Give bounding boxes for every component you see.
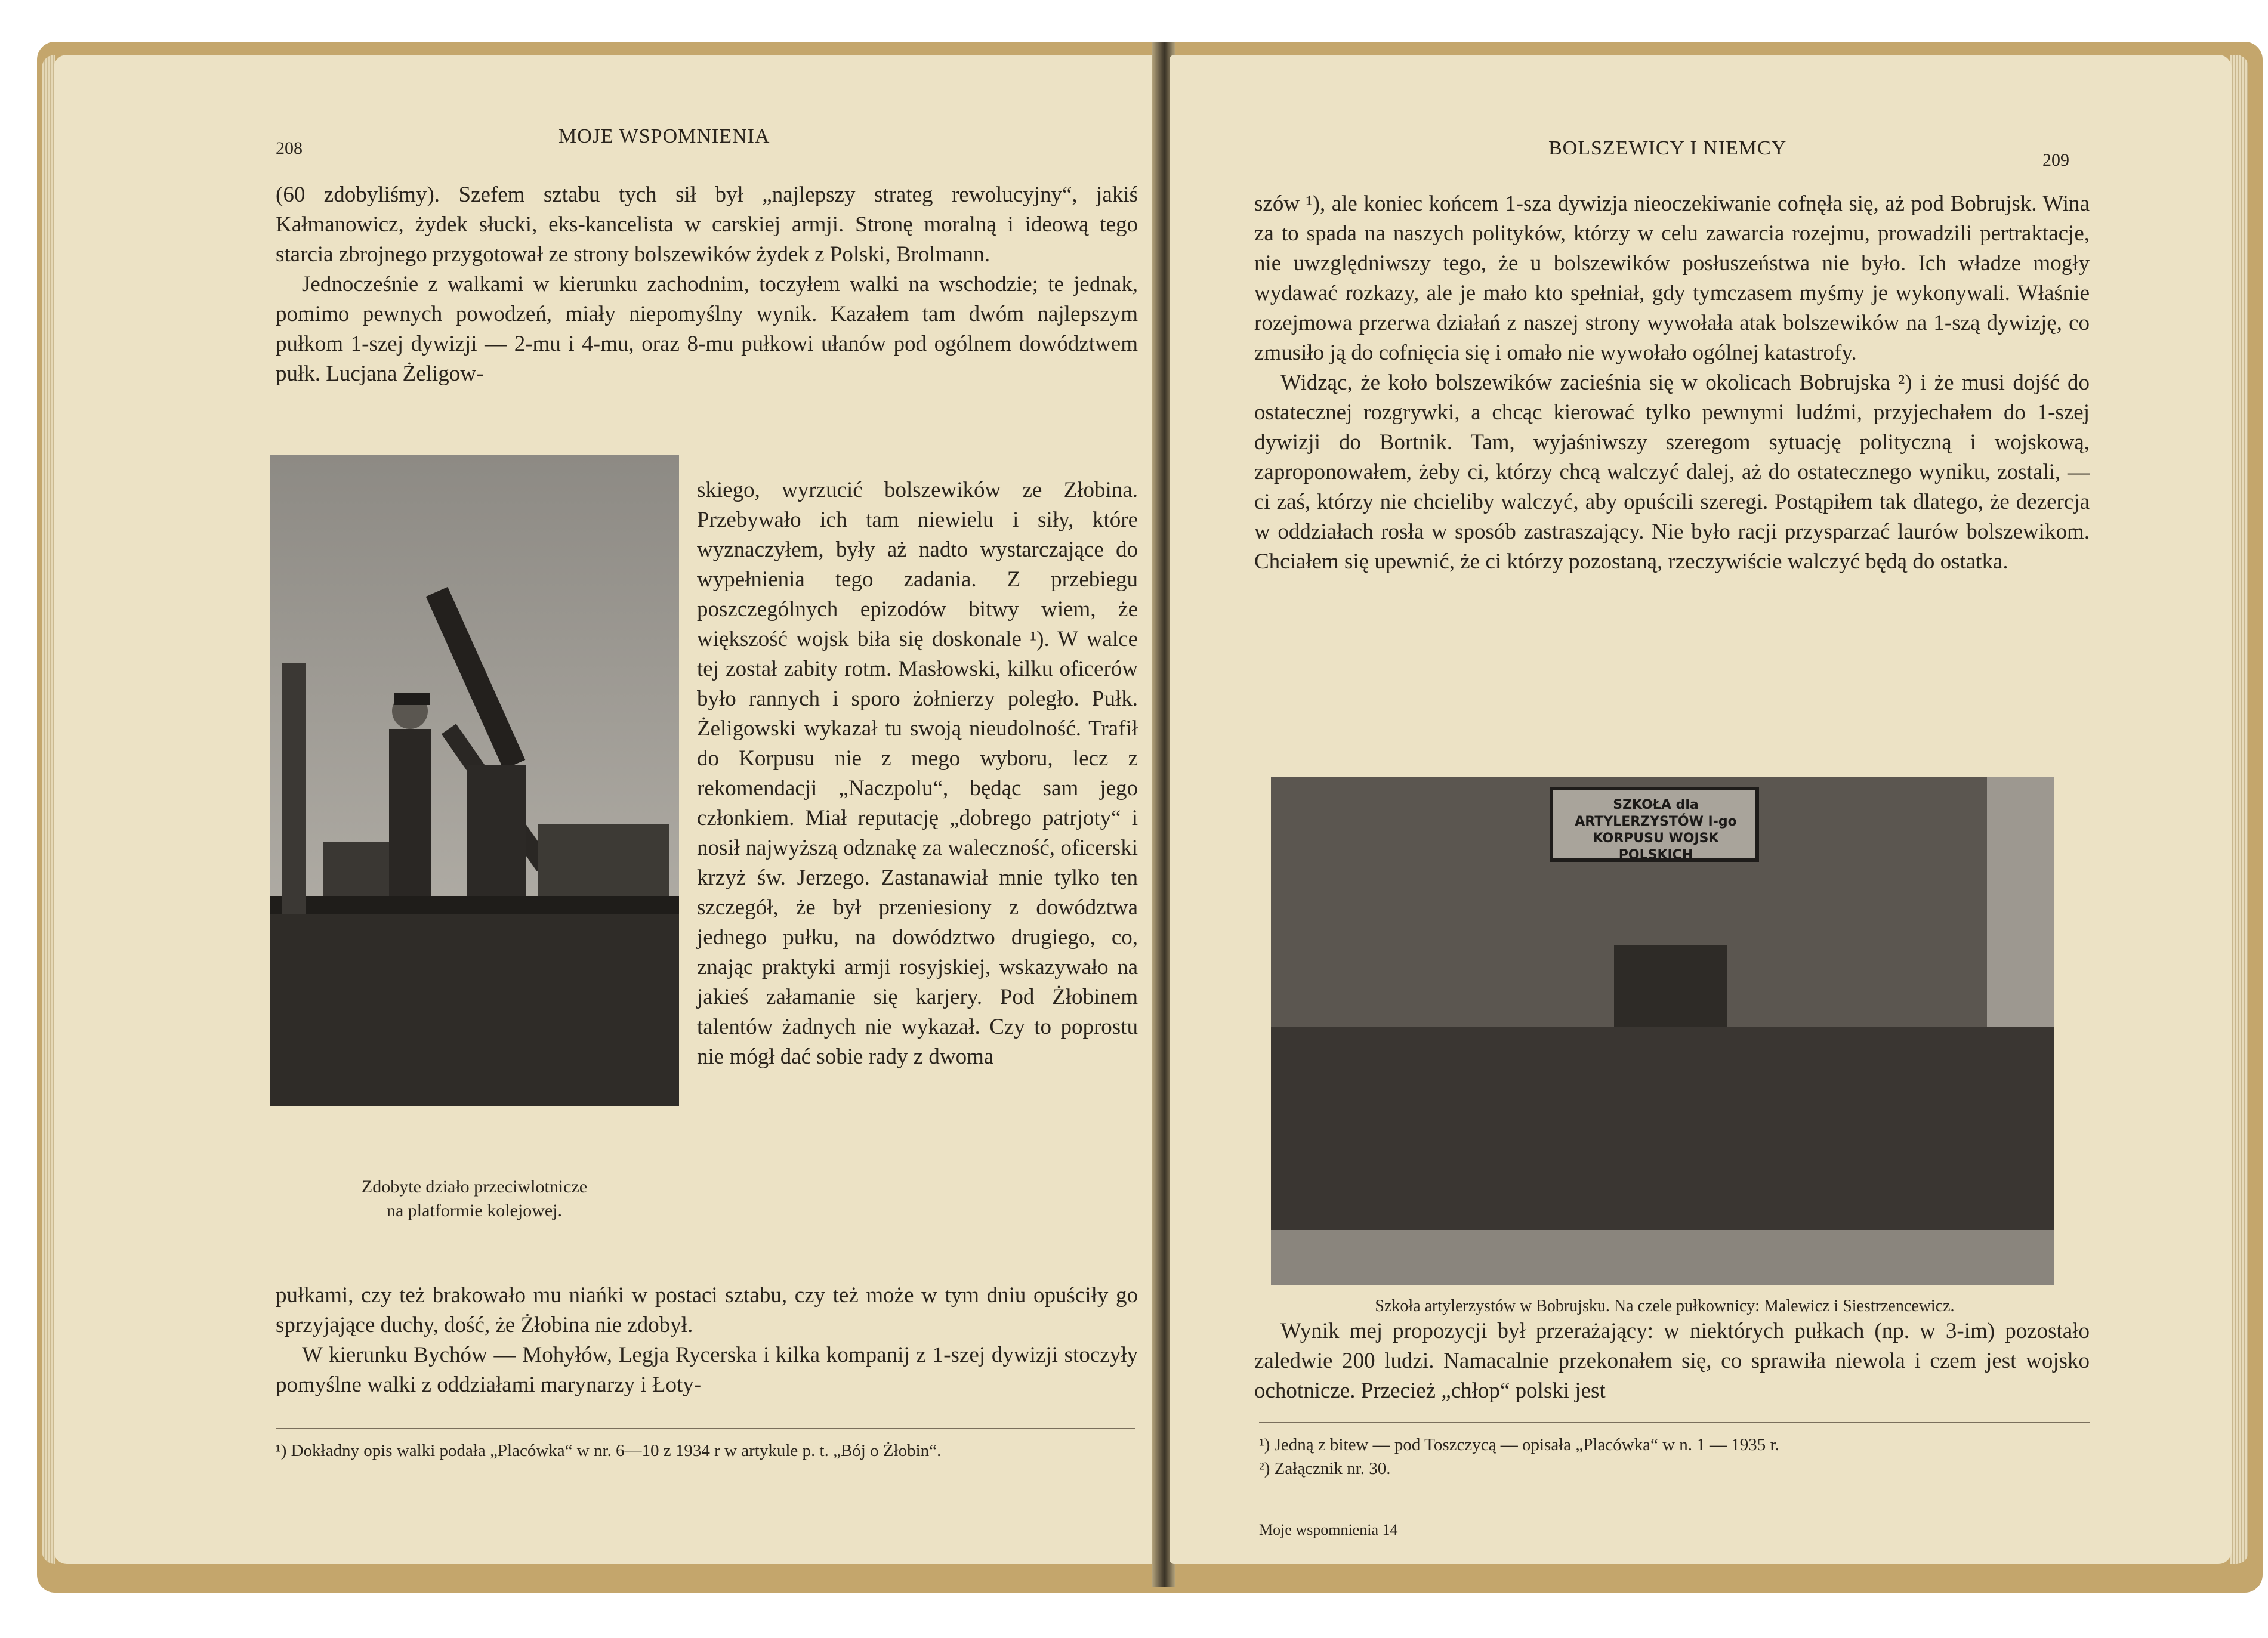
paragraph: Jednocześnie z walkami w kierunku zachodnim, toczyłem walki na wschodzie; te jednak, pomimo pewnych powodzeń, miały niepomyślny wynik. Kazałem tam dwóm najlepszym pułkom 1-szej dywizji — 2-mu i 4-mu, oraz 8-mu pułkowi ułanów pod ogólnem dowództwem pułk. Lucjana Żeligow- <box>276 272 1138 386</box>
photo-caption: Zdobyte działo przeciwlotnicze na platformie kolejowej. <box>361 1177 588 1220</box>
photo-artillery-school <box>1271 777 2054 1285</box>
photo-caption: Szkoła artylerzystów w Bobrujsku. Na czele pułkownicy: Malewicz i Siestrzencewicz. <box>1375 1297 1955 1315</box>
paragraph: Wynik mej propozycji był przerażający: w niektórych pułkach (np. w 3-im) pozostało zaledwie 200 ludzi. Namacalnie przekonałem się, co sprawiła niewola i czem jest wojsko ochotnicze. Przecież „chłop“ polski jest <box>1254 1319 2090 1403</box>
photo-sign-text: SZKOŁA dla ARTYLERZYSTÓW I-go KORPUSU WOJSK POLSKICH <box>1575 798 1737 863</box>
left-text-top <box>276 180 1138 389</box>
footnote-rule <box>276 1428 1135 1429</box>
paragraph: (60 zdobyliśmy). Szefem sztabu tych sił był „najlepszy strateg rewolucyjny“, jakiś Kałmanowicz, żydek słucki, eks-kancelista w carskiej armji. Stronę moralną i ideową tego starcia zbrojnego przygotował ze strony bolszewików żydek z Polski, Brolmann. <box>276 183 1138 267</box>
page-number: 208 <box>276 138 303 158</box>
paragraph: W kierunku Bychów — Mohyłów, Legja Rycerska i kilka kompanij z 1-szej dywizji stoczyły pomyślne walki z oddziałami marynarzy i Łoty- <box>276 1343 1138 1397</box>
footnotes <box>1259 1433 2090 1481</box>
page-number: 209 <box>2042 150 2069 170</box>
footnote: ¹) Jedną z bitew — pod Toszczycą — opisała „Placówka“ w n. 1 — 1935 r. <box>1259 1435 1779 1454</box>
left-text-bottom <box>276 1281 1138 1400</box>
paragraph: pułkami, czy też brakowało mu niańki w postaci sztabu, czy też może w tym dniu opuściły go sprzyjające duchy, dość, że Żłobina nie zdobył. <box>276 1283 1138 1337</box>
right-text-top <box>1254 189 2090 577</box>
left-text-wrapped <box>697 475 1138 1072</box>
right-page <box>1170 55 2232 1564</box>
paragraph: skiego, wyrzucić bolszewików ze Złobina. Przebywało ich tam niewielu i siły, które wyznaczyłem, były aż nadto wystarczające do wypełnienia tego zadania. Z przebiegu poszczególnych epizodów bitwy wiem, że większość wojsk biła się doskonale ¹). W walce tej został zabity rotm. Masłowski, kilku oficerów było rannych i sporo żołnierzy poległo. Pułk. Żeligowski wykazał tu swoją nieudolność. Trafił do Korpusu nie z mego wyboru, lecz z rekomendacji „Naczpolu“, będąc sam jego członkiem. Miał reputację „dobrego patrjoty“ i nosił najwyższą odznakę za waleczność, oficerski krzyż św. Jerzego. Zastanawiał mnie tylko ten szczegół, że był przeniesiony z dowództwa jednego pułku, na dowództwo drugiego, co, znając praktyki armji rosyjskiej, wskazywało na jakieś załamanie się karjery. Pod Żłobinem talentów żadnych nie wykazał. Czy to poprostu nie mógł dać sobie rady z dwoma <box>697 478 1138 1069</box>
footnote-rule <box>1259 1422 2090 1423</box>
left-page-edges <box>42 55 55 1564</box>
footnote: ¹) Dokładny opis walki podała „Placówka“ w nr. 6—10 z 1934 r w artykule p. t. „Bój o Żłobin“. <box>276 1441 942 1460</box>
photo-anti-aircraft-gun <box>270 455 679 1106</box>
right-page-edges <box>2230 55 2248 1564</box>
running-head: MOJE WSPOMNIENIA <box>558 125 770 147</box>
signature-mark: Moje wspomnienia 14 <box>1259 1521 1398 1538</box>
right-text-bottom <box>1254 1316 2090 1406</box>
footnotes <box>276 1439 1135 1463</box>
photo-image <box>270 455 679 1106</box>
running-head: BOLSZEWICY I NIEMCY <box>1548 137 1787 159</box>
footnote: ²) Załącznik nr. 30. <box>1259 1459 1391 1478</box>
left-page <box>54 55 1159 1564</box>
paragraph: szów ¹), ale koniec końcem 1-sza dywizja nieoczekiwanie cofnęła się, aż pod Bobrujsk. Wina za to spada na naszych polityków, którzy w celu zawarcia rozejmu, prowadzili pertraktacje, nie uwzględniwszy tego, że u bolszewików posłuszeństwa nie było. Ich władze mogły wydawać rozkazy, ale je mało kto spełniał, gdy tymczasem myśmy je wykonywali. Właśnie rozejmowa przerwa działań z naszej strony wywołała atak bolszewików na 1-szą dywizję, co zmusiło ją do cofnięcia się i omało nie wywołało ogólnej katastrofy. <box>1254 191 2090 365</box>
paragraph: Widząc, że koło bolszewików zacieśnia się w okolicach Bobrujska ²) i że musi dojść do ostatecznej rozgrywki, a chcąc kierować tylko pewnymi ludźmi, przyjechałem do 1-szej dywizji do Bortnik. Tam, wyjaśniwszy szeregom sytuację polityczną i wojskową, zaproponowałem, żeby ci, którzy chcą walczyć dalej, aż do ostatecznego wyniku, zostali, — ci zaś, którzy nie chcieliby walczyć, aby opuścili szeregi. Postąpiłem tak dlatego, że dezercja w oddziałach rosła w sposób zastraszający. Nie było racji przysparzać laurów bolszewikom. Chciałem się upewnić, że ci którzy pozostaną, rzeczywiście walczyć będą do ostatka. <box>1254 370 2090 574</box>
